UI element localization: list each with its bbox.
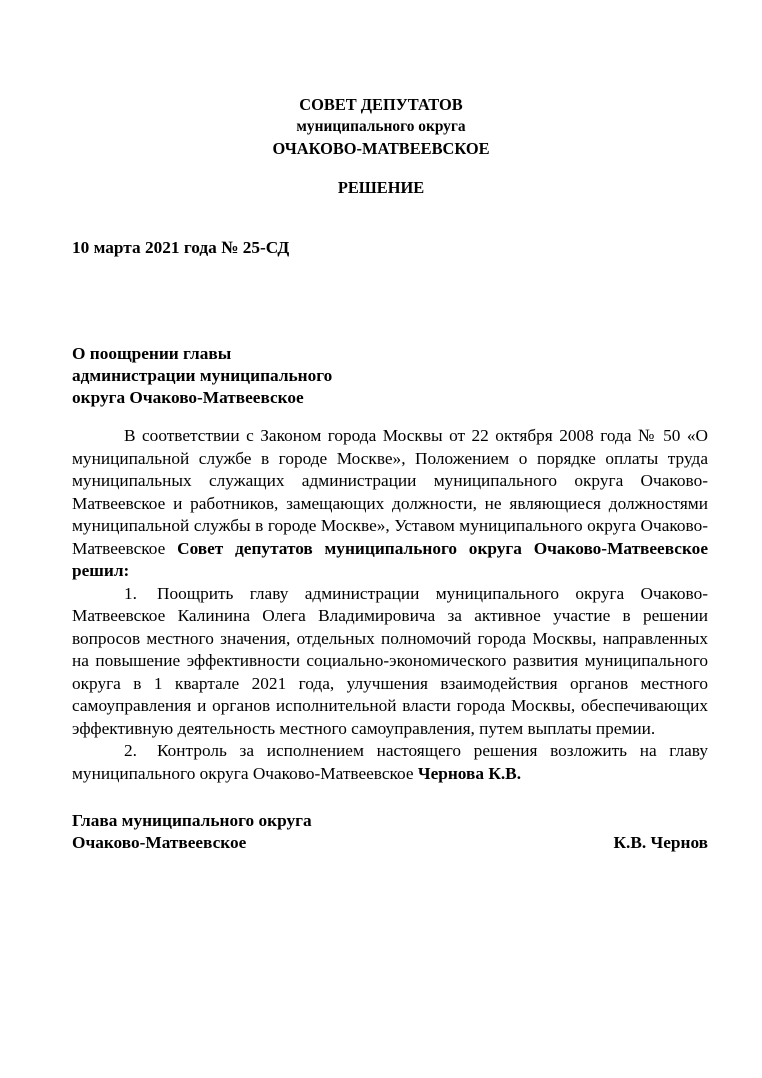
document-subject [72, 343, 332, 409]
preamble-text: В соответствии с Законом города Москвы от 22 октября 2008 года № 50 «О муниципальной службе в городе Москве», Положением о порядке оплаты труда муниципальных служащих администрации муниципального округа Очаково-Матвеевское и работников, замещающих должности, не являющиеся должностями муниципальной службы в городе Москве», Уставом муниципального округа Очаково-Матвеевское [72, 426, 708, 558]
subject-line: администрации муниципального [72, 366, 333, 385]
council-name: СОВЕТ ДЕПУТАТОВ [299, 95, 463, 114]
document-body [72, 425, 708, 785]
item-number: 2. [124, 741, 137, 760]
item-text: Контроль за исполнением настоящего решения возложить на главу муниципального округа Очаково-Матвеевское [72, 741, 708, 783]
document-header [0, 94, 762, 160]
list-item [72, 583, 708, 741]
decision-title: РЕШЕНИЕ [337, 178, 425, 197]
signatory-title-line: Глава муниципального округа [72, 811, 312, 830]
preamble-resolution: Совет депутатов муниципального округа Очаково-Матвеевское решил: [72, 538, 708, 580]
signature-row [72, 832, 708, 854]
preamble-paragraph [72, 425, 708, 583]
signatory-title-line: Очаково-Матвеевское [72, 833, 247, 852]
item-number: 1. [124, 583, 137, 603]
signatory-name: К.В. Чернов [613, 833, 708, 852]
subject-line: О поощрении главы [72, 344, 232, 363]
subject-line: округа Очаково-Матвеевское [72, 388, 304, 407]
district-name: ОЧАКОВО-МАТВЕЕВСКОЕ [272, 139, 490, 158]
district-label: муниципального округа [296, 118, 466, 135]
item-bold-text: Чернова К.В. [417, 763, 522, 783]
document-date-number: 10 марта 2021 года № 25-СД [72, 238, 290, 257]
signature-block [72, 810, 708, 854]
list-item [72, 740, 708, 785]
item-text: Поощрить главу администрации муниципального округа Очаково-Матвеевское Калинина Олега Владимировича за активное участие в решении вопросов местного значения, отдельных полномочий города Москвы, направленных на повышение эффективности социально-экономического развития муниципального округа в 1 квартале 2021 года, улучшения взаимодействия органов местного самоуправления и органов исполнительной власти города Москвы, обеспечивающих эффективную деятельность местного самоуправления, путем выплаты премии. [72, 583, 708, 738]
